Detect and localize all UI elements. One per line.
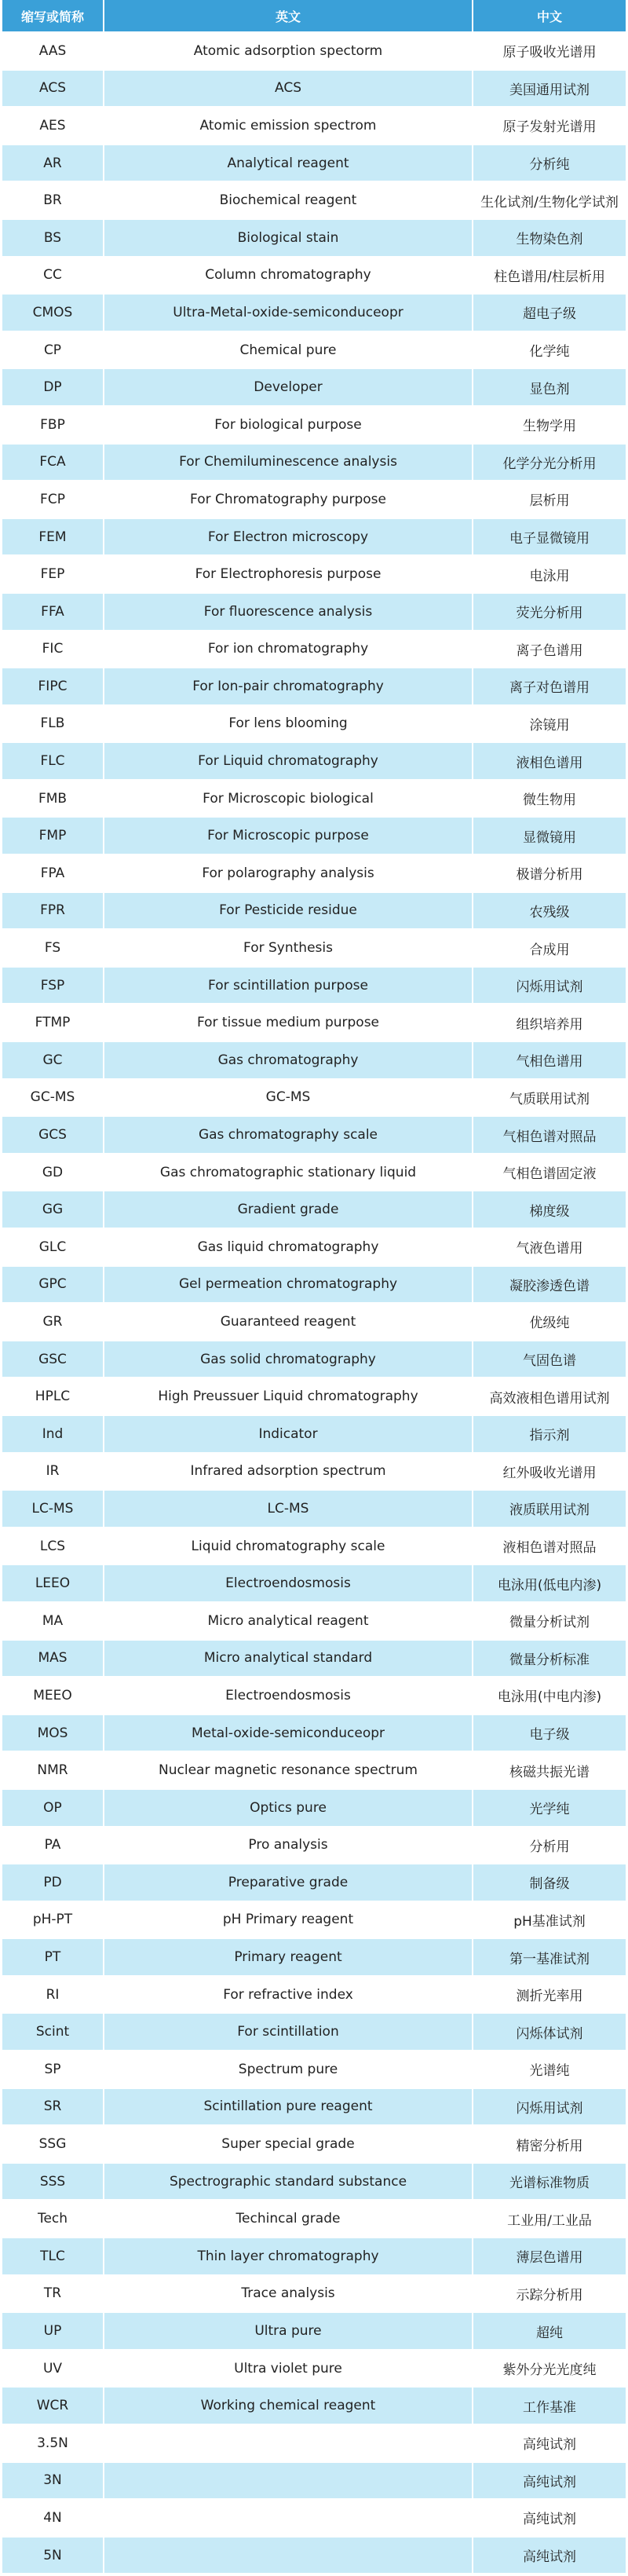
cell-english: Gas chromatography scale (104, 1117, 473, 1153)
table-row (2, 1565, 626, 1603)
cell-english (104, 2463, 473, 2499)
table-row (2, 1454, 626, 1491)
cell-abbr: GSC (2, 1341, 104, 1378)
cell-chinese: 液相色谱用 (516, 755, 583, 771)
cell-chinese: 涂镜用 (529, 717, 570, 734)
cell-english: Gas liquid chromatography (104, 1229, 473, 1265)
cell-english: Column chromatography (104, 258, 473, 294)
cell-chinese: 超电子级 (523, 306, 576, 323)
cell-english: For refractive index (104, 1977, 473, 2013)
cell-english: Gradient grade (104, 1191, 473, 1228)
cell-english: Super special grade (104, 2126, 473, 2162)
cell-chinese: 农残级 (529, 904, 570, 920)
cell-chinese: 层析用 (529, 493, 570, 510)
cell-english: Biological stain (104, 220, 473, 256)
cell-abbr: CMOS (2, 295, 104, 331)
cell-abbr: FFA (2, 594, 104, 630)
cell-abbr: FTMP (2, 1004, 104, 1041)
cell-chinese: 液相色谱对照品 (502, 1540, 597, 1557)
cell-chinese: 气固色谱 (523, 1353, 576, 1370)
table-row (2, 1715, 626, 1753)
cell-chinese: 高纯试剂 (523, 2549, 576, 2566)
cell-abbr: FEP (2, 556, 104, 592)
cell-abbr: CP (2, 332, 104, 368)
cell-english: For scintillation (104, 2014, 473, 2050)
cell-chinese: 凝胶渗透色谱 (509, 1278, 590, 1294)
cell-chinese: 气相色谱对照品 (502, 1129, 597, 1145)
cell-abbr: GG (2, 1191, 104, 1228)
table-row (2, 1080, 626, 1118)
table-row (2, 2313, 626, 2351)
cell-chinese: 化学纯 (529, 344, 570, 360)
cell-chinese: 高纯试剂 (523, 2512, 576, 2528)
table-row (2, 1864, 626, 1902)
cell-chinese: 指示剂 (529, 1428, 570, 1444)
cell-english: Gas chromatography (104, 1042, 473, 1078)
cell-english: Atomic adsorption spectorm (104, 33, 473, 69)
cell-abbr: LC-MS (2, 1491, 104, 1527)
cell-abbr: UP (2, 2313, 104, 2349)
cell-abbr: GCS (2, 1117, 104, 1153)
cell-english: Atomic emission spectrom (104, 108, 473, 144)
table-row (2, 2388, 626, 2425)
cell-abbr: FLB (2, 706, 104, 742)
cell-chinese: 组织培养用 (516, 1016, 583, 1033)
cell-chinese: 电子显微镜用 (509, 531, 590, 547)
cell-chinese: pH基准试剂 (513, 1913, 586, 1930)
cell-abbr: WCR (2, 2388, 104, 2424)
cell-abbr: FMB (2, 781, 104, 817)
cell-chinese: 制备级 (529, 1876, 570, 1893)
cell-english: High Preussuer Liquid chromatography (104, 1378, 473, 1414)
table-row (2, 407, 626, 445)
cell-english: Biochemical reagent (104, 182, 473, 218)
cell-english: GC-MS (104, 1080, 473, 1116)
cell-abbr: GC-MS (2, 1080, 104, 1116)
cell-abbr: FEM (2, 519, 104, 555)
table-row (2, 1304, 626, 1341)
cell-english: For biological purpose (104, 407, 473, 443)
cell-abbr: PT (2, 1939, 104, 1975)
cell-abbr: 5N (2, 2538, 104, 2574)
cell-chinese: 核磁共振光谱 (509, 1764, 590, 1780)
cell-abbr: FCP (2, 481, 104, 518)
cell-chinese: 气相色谱固定液 (502, 1166, 597, 1183)
table-row (2, 481, 626, 519)
cell-english: pH Primary reagent (104, 1902, 473, 1938)
cell-english: For ion chromatography (104, 631, 473, 668)
table-row (2, 1977, 626, 2014)
cell-abbr: LCS (2, 1528, 104, 1564)
table-row (2, 1416, 626, 1454)
cell-abbr: NMR (2, 1752, 104, 1788)
table-row (2, 2051, 626, 2089)
cell-english (104, 2500, 473, 2536)
table-row (2, 1191, 626, 1229)
cell-abbr: FCA (2, 445, 104, 481)
table-row (2, 893, 626, 931)
cell-abbr: MAS (2, 1641, 104, 1677)
cell-english: Gas chromatographic stationary liquid (104, 1154, 473, 1191)
table-row (2, 706, 626, 744)
cell-abbr: DP (2, 369, 104, 405)
table-row (2, 781, 626, 818)
cell-english: Preparative grade (104, 1864, 473, 1901)
cell-abbr: LEEO (2, 1565, 104, 1601)
cell-abbr: FIPC (2, 668, 104, 704)
cell-chinese: 电泳用 (529, 568, 570, 584)
cell-abbr: GPC (2, 1267, 104, 1303)
cell-english: Micro analytical standard (104, 1641, 473, 1677)
table-row (2, 1939, 626, 1977)
table-row (2, 631, 626, 669)
cell-english (104, 2425, 473, 2461)
cell-chinese: 闪烁用试剂 (516, 979, 583, 996)
cell-english: Analytical reagent (104, 145, 473, 181)
table-row (2, 2425, 626, 2463)
cell-english: Ultra pure (104, 2313, 473, 2349)
cell-abbr: GD (2, 1154, 104, 1191)
table-row (2, 2201, 626, 2238)
table-header-row (2, 0, 626, 33)
table-row (2, 855, 626, 893)
cell-english: For Ion-pair chromatography (104, 668, 473, 704)
cell-abbr: BR (2, 182, 104, 218)
cell-english: Spectrum pure (104, 2051, 473, 2088)
table-row (2, 818, 626, 855)
table-row (2, 108, 626, 145)
cell-abbr: SSG (2, 2126, 104, 2162)
cell-english: For scintillation purpose (104, 968, 473, 1004)
cell-english: Thin layer chromatography (104, 2238, 473, 2274)
cell-english: Metal-oxide-semiconduceopr (104, 1715, 473, 1751)
cell-chinese: 生化试剂/生物化学试剂 (480, 194, 619, 210)
table-row (2, 668, 626, 706)
cell-chinese: 紫外分光光度纯 (502, 2362, 597, 2379)
cell-chinese: 离子色谱用 (516, 642, 583, 659)
table-row (2, 1828, 626, 1865)
cell-english: Developer (104, 369, 473, 405)
cell-chinese: 柱色谱用/柱层析用 (494, 269, 605, 285)
cell-abbr: IR (2, 1454, 104, 1490)
cell-chinese: 超纯 (536, 2325, 563, 2341)
cell-abbr: PD (2, 1864, 104, 1901)
table-row (2, 1902, 626, 1940)
cell-english: Spectrographic standard substance (104, 2164, 473, 2200)
cell-english: Chemical pure (104, 332, 473, 368)
table-row (2, 1378, 626, 1416)
cell-abbr: pH-PT (2, 1902, 104, 1938)
cell-abbr: RI (2, 1977, 104, 2013)
cell-abbr: AR (2, 145, 104, 181)
table-row (2, 1528, 626, 1566)
table-row (2, 220, 626, 258)
cell-chinese: 荧光分析用 (516, 606, 583, 622)
cell-abbr: MA (2, 1603, 104, 1639)
cell-chinese: 极谱分析用 (516, 867, 583, 884)
cell-chinese: 分析纯 (529, 157, 570, 174)
cell-chinese: 显色剂 (529, 381, 570, 397)
cell-chinese: 高纯试剂 (523, 2437, 576, 2453)
cell-english: Primary reagent (104, 1939, 473, 1975)
cell-chinese: 微量分析标准 (509, 1652, 590, 1668)
cell-abbr: GC (2, 1042, 104, 1078)
cell-abbr: FMP (2, 818, 104, 854)
cell-chinese: 红外吸收光谱用 (502, 1465, 597, 1481)
cell-abbr: FPA (2, 855, 104, 891)
cell-chinese: 合成用 (529, 942, 570, 958)
table-row (2, 1042, 626, 1080)
cell-english: For Synthesis (104, 930, 473, 966)
cell-english: For Electron microscopy (104, 519, 473, 555)
table-row (2, 1752, 626, 1790)
cell-english: For Electrophoresis purpose (104, 556, 473, 592)
abbreviation-table (2, 0, 626, 2574)
table-row (2, 1678, 626, 1715)
table-row (2, 2014, 626, 2051)
cell-english (104, 2538, 473, 2574)
cell-chinese: 气质联用试剂 (509, 1091, 590, 1107)
cell-english: Techincal grade (104, 2201, 473, 2237)
table-row (2, 258, 626, 295)
cell-chinese: 离子对色谱用 (509, 680, 590, 697)
cell-chinese: 光学纯 (529, 1802, 570, 1818)
cell-english: Scintillation pure reagent (104, 2089, 473, 2125)
table-row (2, 2500, 626, 2538)
cell-abbr: AAS (2, 33, 104, 69)
cell-english: Pro analysis (104, 1828, 473, 1864)
cell-abbr: MOS (2, 1715, 104, 1751)
cell-chinese: 精密分析用 (516, 2138, 583, 2154)
cell-english: Infrared adsorption spectrum (104, 1454, 473, 1490)
cell-abbr: 4N (2, 2500, 104, 2536)
cell-english: LC-MS (104, 1491, 473, 1527)
cell-chinese: 闪烁用试剂 (516, 2100, 583, 2117)
cell-abbr: Scint (2, 2014, 104, 2050)
cell-abbr: OP (2, 1790, 104, 1826)
cell-english: For polarography analysis (104, 855, 473, 891)
cell-chinese: 原子吸收光谱用 (502, 45, 597, 61)
cell-chinese: 分析用 (529, 1839, 570, 1855)
table-row (2, 1603, 626, 1641)
cell-abbr: PA (2, 1828, 104, 1864)
cell-english: Gel permeation chromatography (104, 1267, 473, 1303)
cell-abbr: UV (2, 2351, 104, 2387)
cell-chinese: 电泳用(中电内渗) (497, 1689, 602, 1706)
header-chinese: 中文 (536, 9, 562, 24)
cell-chinese: 气相色谱用 (516, 1054, 583, 1070)
table-row (2, 743, 626, 781)
cell-english: Trace analysis (104, 2276, 473, 2312)
cell-abbr: GLC (2, 1229, 104, 1265)
cell-chinese: 高纯试剂 (523, 2474, 576, 2490)
cell-chinese: 闪烁体试剂 (516, 2025, 583, 2042)
cell-abbr: SP (2, 2051, 104, 2088)
cell-english: Micro analytical reagent (104, 1603, 473, 1639)
table-row (2, 2164, 626, 2201)
table-row (2, 2538, 626, 2575)
table-row (2, 332, 626, 370)
table-row (2, 445, 626, 482)
cell-english: For Microscopic purpose (104, 818, 473, 854)
cell-english: For lens blooming (104, 706, 473, 742)
cell-abbr: ACS (2, 71, 104, 107)
cell-abbr: FIC (2, 631, 104, 668)
table-row (2, 33, 626, 71)
cell-chinese: 光谱纯 (529, 2063, 570, 2080)
cell-abbr: BS (2, 220, 104, 256)
cell-english: Optics pure (104, 1790, 473, 1826)
cell-chinese: 薄层色谱用 (516, 2250, 583, 2267)
table-row (2, 930, 626, 968)
cell-abbr: 3.5N (2, 2425, 104, 2461)
table-row (2, 556, 626, 594)
cell-english: Ultra violet pure (104, 2351, 473, 2387)
cell-abbr: FLC (2, 743, 104, 779)
table-row (2, 2126, 626, 2164)
cell-english: Electroendosmosis (104, 1678, 473, 1714)
cell-chinese: 示踪分析用 (516, 2287, 583, 2303)
table-row (2, 145, 626, 183)
table-row (2, 2238, 626, 2276)
cell-english: For Liquid chromatography (104, 743, 473, 779)
cell-chinese: 液质联用试剂 (509, 1502, 590, 1519)
cell-english: For tissue medium purpose (104, 1004, 473, 1041)
cell-chinese: 电子级 (529, 1727, 570, 1744)
cell-abbr: FBP (2, 407, 104, 443)
cell-english: For Chemiluminescence analysis (104, 445, 473, 481)
header-abbr: 缩写或简称 (2, 0, 104, 31)
table-row (2, 295, 626, 332)
table-row (2, 1491, 626, 1528)
table-row (2, 71, 626, 108)
cell-abbr: SR (2, 2089, 104, 2125)
cell-abbr: FPR (2, 893, 104, 929)
cell-english: For Microscopic biological (104, 781, 473, 817)
table-row (2, 1267, 626, 1304)
table-row (2, 594, 626, 631)
table-row (2, 182, 626, 220)
header-english: 英文 (104, 0, 473, 31)
cell-chinese: 美国通用试剂 (509, 82, 590, 98)
cell-abbr: FS (2, 930, 104, 966)
table-row (2, 2351, 626, 2388)
table-row (2, 519, 626, 557)
cell-chinese: 显微镜用 (523, 829, 576, 846)
table-row (2, 1154, 626, 1192)
cell-abbr: MEEO (2, 1678, 104, 1714)
table-row (2, 1341, 626, 1379)
table-row (2, 1117, 626, 1154)
cell-abbr: SSS (2, 2164, 104, 2200)
cell-english: For Pesticide residue (104, 893, 473, 929)
cell-abbr: TLC (2, 2238, 104, 2274)
cell-chinese: 气液色谱用 (516, 1241, 583, 1257)
cell-english: Gas solid chromatography (104, 1341, 473, 1378)
cell-abbr: 3N (2, 2463, 104, 2499)
cell-english: Indicator (104, 1416, 473, 1452)
cell-english: Working chemical reagent (104, 2388, 473, 2424)
cell-abbr: AES (2, 108, 104, 144)
cell-abbr: HPLC (2, 1378, 104, 1414)
table-row (2, 1790, 626, 1828)
cell-chinese: 化学分光分析用 (502, 456, 597, 472)
cell-chinese: 原子发射光谱用 (502, 119, 597, 136)
cell-english: Ultra-Metal-oxide-semiconduceopr (104, 295, 473, 331)
cell-abbr: FSP (2, 968, 104, 1004)
table-row (2, 1004, 626, 1042)
cell-english: For Chromatography purpose (104, 481, 473, 518)
table-row (2, 2463, 626, 2501)
cell-abbr: Ind (2, 1416, 104, 1452)
cell-english: Liquid chromatography scale (104, 1528, 473, 1564)
cell-english: Guaranteed reagent (104, 1304, 473, 1340)
cell-chinese: 高效液相色谱用试剂 (489, 1390, 610, 1407)
cell-english: For fluorescence analysis (104, 594, 473, 630)
cell-chinese: 微生物用 (523, 792, 576, 809)
cell-chinese: 光谱标准物质 (509, 2175, 590, 2192)
table-row (2, 1229, 626, 1267)
cell-chinese: 生物学用 (523, 419, 576, 435)
cell-chinese: 生物染色剂 (516, 232, 583, 248)
table-row (2, 968, 626, 1005)
cell-chinese: 电泳用(低电内渗) (497, 1577, 602, 1594)
cell-abbr: TR (2, 2276, 104, 2312)
cell-chinese: 优级纯 (529, 1315, 570, 1332)
table-row (2, 2089, 626, 2127)
cell-abbr: CC (2, 258, 104, 294)
cell-chinese: 测折光率用 (516, 1989, 583, 2005)
cell-english: ACS (104, 71, 473, 107)
cell-chinese: 工业用/工业品 (507, 2212, 592, 2229)
cell-chinese: 第一基准试剂 (509, 1951, 590, 1967)
cell-chinese: 工作基准 (523, 2399, 576, 2416)
cell-abbr: Tech (2, 2201, 104, 2237)
cell-chinese: 微量分析试剂 (509, 1615, 590, 1631)
cell-abbr: GR (2, 1304, 104, 1340)
cell-english: Nuclear magnetic resonance spectrum (104, 1752, 473, 1788)
cell-chinese: 梯度级 (529, 1203, 570, 1220)
table-row (2, 369, 626, 407)
cell-english: Electroendosmosis (104, 1565, 473, 1601)
table-row (2, 2276, 626, 2314)
table-row (2, 1641, 626, 1678)
